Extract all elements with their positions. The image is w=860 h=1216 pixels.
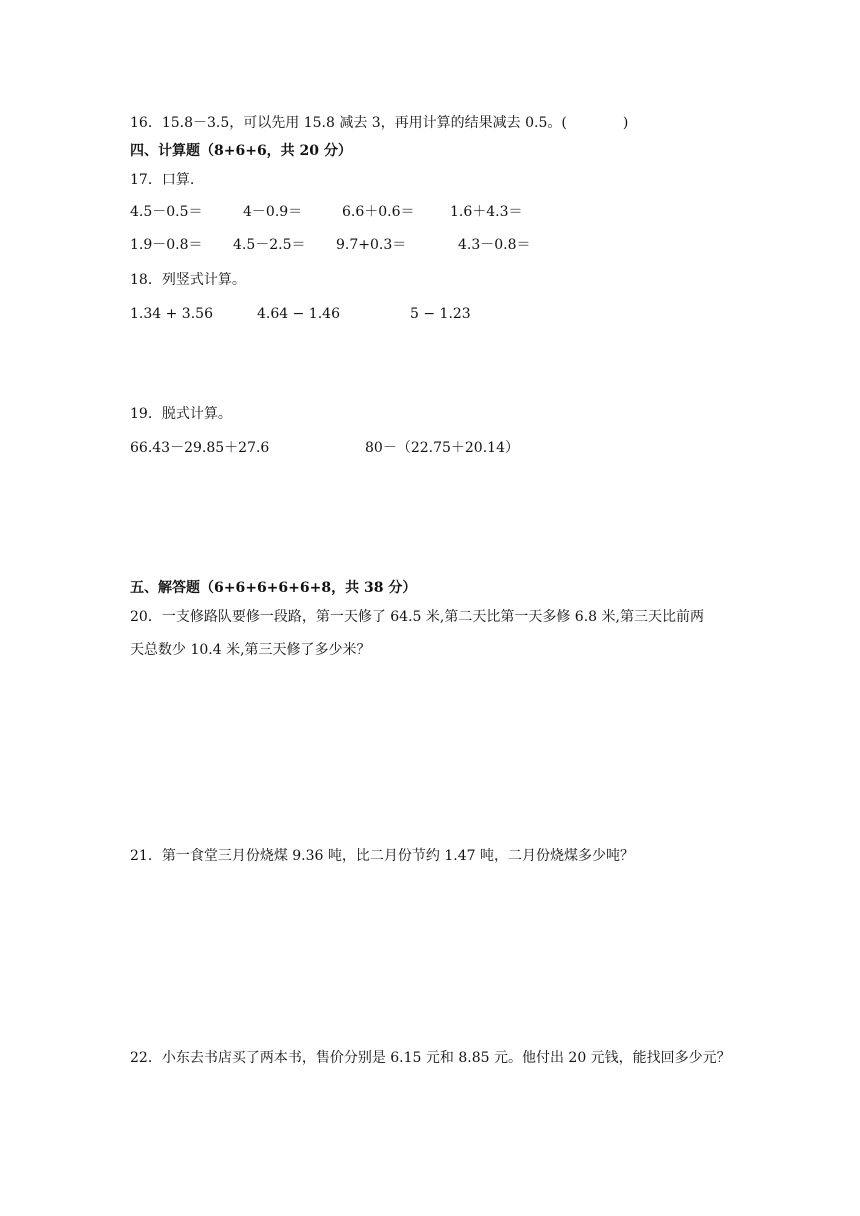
question-21: 21．第一食堂三月份烧煤 9.36 吨，比二月份节约 1.47 吨，二月份烧煤多少吨？	[130, 848, 634, 864]
vertical-calc-item: 5 − 1.23	[410, 306, 471, 322]
question-19-title: 19．脱式计算。	[130, 406, 232, 422]
oral-calc-item: 4.5－0.5＝	[130, 204, 203, 220]
oral-calc-item: 1.9－0.8＝	[130, 237, 203, 253]
question-22: 22．小东去书店买了两本书，售价分别是 6.15 元和 8.85 元。他付出 20 元钱，能找回多少元？	[130, 1050, 731, 1066]
vertical-calc-item: 1.34 + 3.56	[130, 306, 213, 322]
section-5-title: 五、解答题（6+6+6+6+6+8，共 38 分）	[130, 580, 417, 596]
oral-calc-item: 1.6＋4.3＝	[450, 204, 523, 220]
section-4-title: 四、计算题（8+6+6，共 20 分）	[130, 143, 352, 159]
vertical-calc-item: 4.64 − 1.46	[257, 306, 340, 322]
question-17-title: 17．口算.	[130, 172, 195, 188]
oral-calc-item: 4－0.9＝	[243, 204, 303, 220]
question-20-line-2: 天总数少 10.4 米,第三天修了多少米？	[130, 642, 371, 658]
oral-calc-item: 6.6＋0.6＝	[342, 204, 415, 220]
question-20-line-1: 20．一支修路队要修一段路，第一天修了 64.5 米,第二天比第一天多修 6.8 米,第三天比前两	[130, 609, 704, 625]
question-16: 16．15.8－3.5，可以先用 15.8 减去 3，再用计算的结果减去 0.5。( )	[130, 115, 629, 131]
oral-calc-item: 4.3－0.8＝	[458, 237, 531, 253]
step-calc-item: 80－（22.75＋20.14）	[365, 440, 519, 456]
step-calc-item: 66.43－29.85＋27.6	[130, 440, 270, 456]
question-18-title: 18．列竖式计算。	[130, 272, 246, 288]
oral-calc-item: 4.5－2.5＝	[233, 237, 306, 253]
oral-calc-item: 9.7+0.3＝	[336, 237, 407, 253]
